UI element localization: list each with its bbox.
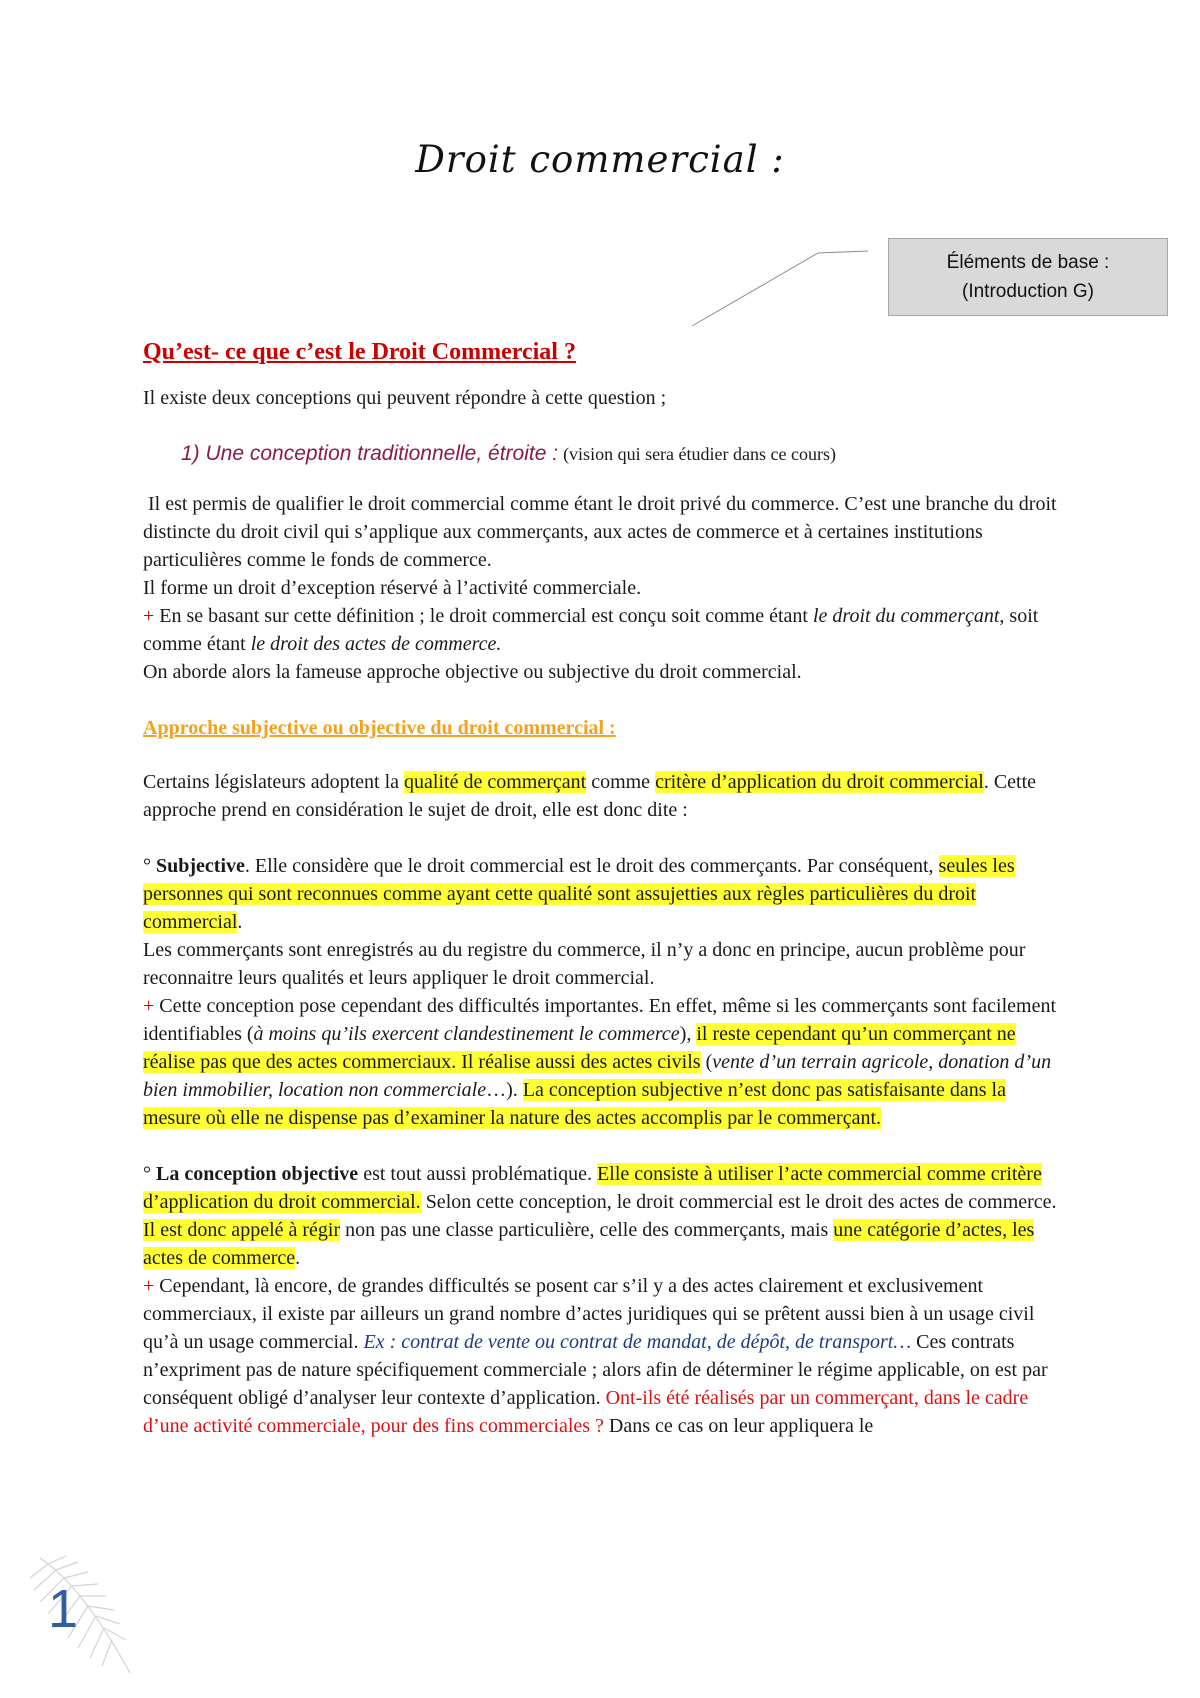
callout-connector-line (690, 250, 870, 330)
clandestine-text: à moins qu’ils exercent clandestinement le commerce (253, 1023, 680, 1045)
highlight-subjective-2: il reste cependant qu’un commerçant ne réalise pas que des actes commerciaux. Il réalise aussi des actes civils (143, 1023, 1016, 1073)
definition-paragraph (143, 490, 1063, 686)
page-number: 1 (48, 1579, 79, 1639)
highlight-objective-3: une catégorie d’actes, les actes de commerce (143, 1219, 1035, 1269)
subjective-term: Subjective (156, 855, 245, 877)
bullet-marker: ° (143, 855, 156, 877)
legislators-text: Certains législateurs adoptent la (143, 771, 405, 793)
civil-acts-examples: vente d’un terrain agricole, donation d’un bien immobilier, location non commerciale (143, 1051, 1052, 1101)
highlight-subjective-1: seules les personnes qui sont reconnues comme ayant cette qualité sont assujetties aux règles particulières du droit commercial (143, 855, 1015, 933)
highlight-objective-1: Elle consiste à utiliser l’acte commercial comme critère d’application du droit commercial. (143, 1163, 1042, 1213)
merchant-law-text: le droit du commerçant (812, 605, 1000, 627)
definition-text: Il est permis de qualifier le droit commercial comme étant le droit privé du commerce. C’est une branche du droit distincte du droit civil qui s’applique aux commerçants, aux actes de commerce et à certaines institutions particulières comme le fonds de commerce. (143, 493, 1057, 571)
callout-line-2: (Introduction G) (962, 281, 1094, 302)
subjective-text-end: . (237, 911, 243, 933)
feather-icon (20, 1548, 140, 1678)
plus-marker: + (143, 605, 155, 627)
highlight-subjective-3: La conception subjective n’est donc pas satisfaisante dans la mesure où elle ne dispense pas d’examiner la nature des actes accomplis par le commerçant. (143, 1079, 1006, 1129)
acts-law-text: le droit des actes de commerce. (250, 633, 502, 655)
highlight-criterion: critère d’application du droit commercial (655, 771, 984, 793)
difficulty-text-3: ( (700, 1051, 713, 1073)
exception-text: Il forme un droit d’exception réservé à l’activité commerciale. (143, 577, 642, 599)
subjective-paragraph (143, 852, 1063, 1132)
subsection-heading: Approche subjective ou objective du droit commercial : (143, 717, 616, 739)
contract-examples: Ex : contrat de vente ou contrat de mandat, de dépôt, de transport… (363, 1331, 912, 1353)
objective-text-2: Selon cette conception, le droit commercial est le droit des actes de commerce. (420, 1191, 1057, 1213)
objective-text-3: non pas une classe particulière, celle des commerçants, mais (340, 1219, 834, 1241)
conception-heading (143, 440, 1063, 468)
plus-marker: + (143, 995, 155, 1017)
document-body (143, 336, 1063, 1440)
conception-note: (vision qui sera étudier dans ce cours) (563, 444, 836, 464)
mixed-acts-text: Cependant, là encore, de grandes difficultés se posent car s’il y a des actes clairement et exclusivement commerciaux, il existe par ailleurs un grand nombre d’actes juridiques qui se prêtent aussi bien à un usage civil qu’à un usage commercial. (143, 1275, 1035, 1353)
objective-term: La conception objective (156, 1163, 359, 1185)
objective-text: est tout aussi problématique. (358, 1163, 598, 1185)
context-text: Ces contrats n’expriment pas de nature spécifiquement commerciale ; alors afin de déterminer le régime applicable, on est par conséquent obligé d’analyser leur contexte d’application. (143, 1331, 1048, 1409)
callout-line-1: Éléments de base : (946, 252, 1110, 273)
basis-text-2: , soit comme étant (143, 605, 1039, 655)
basis-text: En se basant sur cette définition ; le droit commercial est conçu soit comme étant (154, 605, 813, 627)
conception-label: 1) Une conception traditionnelle, étroite : (181, 442, 559, 465)
difficulty-text: Cette conception pose cependant des difficultés importantes. En effet, même si les commerçants sont facilement identifiables ( (143, 995, 1057, 1045)
approach-text: On aborde alors la fameuse approche objective ou subjective du droit commercial. (143, 661, 802, 683)
red-question: Ont-ils été réalisés par un commerçant, dans le cadre d’une activité commerciale, pour des fins commerciales ? (143, 1387, 1029, 1437)
intro-paragraph: Il existe deux conceptions qui peuvent répondre à cette question ; (143, 387, 667, 409)
bullet-marker: ° (143, 1163, 156, 1185)
registry-text: Les commerçants sont enregistrés au du registre du commerce, il n’y a donc en principe, aucun problème pour reconnaitre leurs qualités et leurs appliquer le droit commercial. (143, 939, 1026, 989)
difficulty-text-4: …). (486, 1079, 523, 1101)
subjective-text: . Elle considère que le droit commercial est le droit des commerçants. Par conséquent, (244, 855, 939, 877)
callout-box (888, 238, 1168, 316)
section-heading: Qu’est- ce que c’est le Droit Commercial ? (143, 339, 576, 365)
objective-text-end: . (295, 1247, 301, 1269)
legislators-text-2: comme (586, 771, 656, 793)
legislators-text-3: . Cette approche prend en considération le sujet de droit, elle est donc dite : (143, 771, 1037, 821)
legislators-paragraph (143, 768, 1063, 824)
highlight-objective-2: Il est donc appelé à régir (143, 1219, 341, 1241)
page-title: Droit commercial : (415, 138, 785, 181)
highlight-merchant-quality: qualité de commerçant (404, 771, 587, 793)
difficulty-text-2: ), (679, 1023, 697, 1045)
continuation-text: Dans ce cas on leur appliquera le (603, 1415, 874, 1437)
plus-marker: + (143, 1275, 155, 1297)
objective-paragraph (143, 1160, 1063, 1440)
